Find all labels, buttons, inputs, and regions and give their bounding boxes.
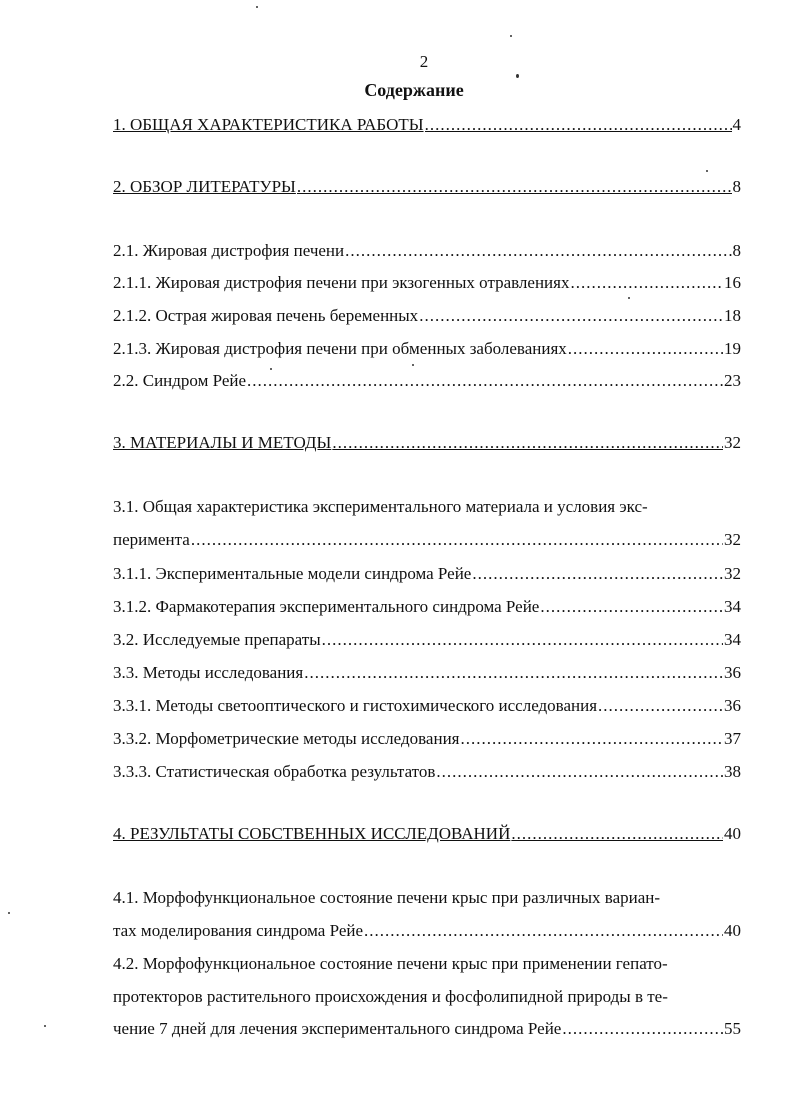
toc-entry-4-2-text-2: протекторов растительного происхождения и фосфолипидной природы в те-	[113, 987, 668, 1006]
toc-leader	[540, 596, 723, 618]
toc-entry-3-2	[113, 629, 741, 651]
toc-label: перимента	[113, 530, 190, 549]
toc-entry-3-1	[113, 529, 741, 551]
toc-page: 36	[724, 696, 741, 715]
toc-leader	[436, 761, 723, 783]
toc-entry-3-3-3	[113, 761, 741, 783]
scan-speck	[8, 912, 10, 914]
toc-page: 32	[724, 564, 741, 583]
toc-label: 3. МАТЕРИАЛЫ И МЕТОДЫ	[113, 433, 332, 452]
toc-entry-4-2-text-1: 4.2. Морфофункциональное состояние печени крыс при применении гепато-	[113, 954, 668, 973]
scan-speck	[256, 6, 258, 8]
toc-page: 19	[724, 339, 741, 358]
toc-page: 18	[724, 306, 741, 325]
toc-leader	[425, 114, 732, 136]
toc-leader	[191, 529, 723, 551]
toc-entry-2-1-1	[113, 272, 741, 294]
toc-page: 40	[724, 824, 741, 843]
toc-entry-3-3-2	[113, 728, 741, 750]
toc-page: 32	[724, 530, 741, 549]
toc-entry-4	[113, 823, 741, 845]
toc-label: 2.1.3. Жировая дистрофия печени при обменных заболеваниях	[113, 339, 567, 358]
toc-leader	[332, 432, 723, 454]
toc-leader	[460, 728, 723, 750]
toc-entry-2-1-3	[113, 338, 741, 360]
toc-leader	[304, 662, 723, 684]
toc-leader	[472, 563, 723, 585]
toc-leader	[297, 176, 732, 198]
toc-page: 55	[724, 1019, 741, 1038]
toc-label: 4. РЕЗУЛЬТАТЫ СОБСТВЕННЫХ ИССЛЕДОВАНИЙ	[113, 824, 511, 843]
toc-page: 34	[724, 597, 741, 616]
toc-entry-2-1	[113, 240, 741, 262]
toc-entry-4-1	[113, 920, 741, 942]
toc-entry-2-1-2	[113, 305, 741, 327]
page-number: 2	[419, 52, 429, 71]
scan-speck	[44, 1025, 46, 1027]
toc-entry-3-3-1	[113, 695, 741, 717]
toc-leader	[419, 305, 723, 327]
toc-leader	[364, 920, 723, 942]
toc-page: 36	[724, 663, 741, 682]
toc-label: тах моделирования синдрома Рейе	[113, 921, 364, 940]
toc-leader	[345, 240, 731, 262]
toc-label: 3.3.2. Морфометрические методы исследования	[113, 729, 460, 748]
scan-speck	[628, 297, 630, 299]
toc-label: 1. ОБЩАЯ ХАРАКТЕРИСТИКА РАБОТЫ	[113, 115, 424, 134]
toc-entry-4-1-text: 4.1. Морфофункциональное состояние печени крыс при различных вариан-	[113, 888, 661, 907]
toc-page: 34	[724, 630, 741, 649]
toc-entry-4-2	[113, 1018, 741, 1040]
toc-label: 3.3. Методы исследования	[113, 663, 304, 682]
toc-label: 3.3.1. Методы светооптического и гистохимического исследования	[113, 696, 598, 715]
toc-label: 2.1.2. Острая жировая печень беременных	[113, 306, 419, 325]
toc-entry-2	[113, 176, 741, 198]
toc-page: 40	[724, 921, 741, 940]
toc-leader	[322, 629, 723, 651]
toc-label: 2.2. Синдром Рейе	[113, 371, 247, 390]
scan-speck	[516, 74, 519, 78]
scan-speck	[510, 35, 512, 37]
toc-label: чение 7 дней для лечения экспериментального синдрома Рейе	[113, 1019, 562, 1038]
scan-speck	[412, 364, 414, 366]
toc-leader	[598, 695, 723, 717]
toc-label: 3.2. Исследуемые препараты	[113, 630, 321, 649]
toc-leader	[562, 1018, 723, 1040]
toc-page: 8	[732, 177, 741, 196]
page-title: Содержание	[364, 80, 464, 100]
scan-speck	[270, 368, 272, 370]
toc-label: 3.1.2. Фармакотерапия экспериментального синдрома Рейе	[113, 597, 540, 616]
toc-label: 3.3.3. Статистическая обработка результатов	[113, 762, 436, 781]
scan-speck	[706, 170, 708, 172]
toc-entry-2-2	[113, 370, 741, 392]
toc-leader	[568, 338, 723, 360]
toc-page: 37	[724, 729, 741, 748]
toc-page: 4	[732, 115, 741, 134]
toc-leader	[247, 370, 723, 392]
toc-entry-3-3	[113, 662, 741, 684]
toc-page: 8	[732, 241, 741, 260]
toc-page: 23	[724, 371, 741, 390]
toc-page: 16	[724, 273, 741, 292]
toc-entry-1	[113, 114, 741, 136]
toc-leader	[570, 272, 723, 294]
toc-entry-3-1-2	[113, 596, 741, 618]
toc-label: 2.1.1. Жировая дистрофия печени при экзогенных отравлениях	[113, 273, 570, 292]
toc-page: 38	[724, 762, 741, 781]
toc-leader	[511, 823, 723, 845]
toc-entry-3-1-text: 3.1. Общая характеристика экспериментального материала и условия экс-	[113, 497, 648, 516]
toc-entry-3-1-1	[113, 563, 741, 585]
toc-label: 2. ОБЗОР ЛИТЕРАТУРЫ	[113, 177, 296, 196]
toc-label: 3.1.1. Экспериментальные модели синдрома Рейе	[113, 564, 472, 583]
toc-page: 32	[724, 433, 741, 452]
toc-label: 2.1. Жировая дистрофия печени	[113, 241, 345, 260]
toc-entry-3	[113, 432, 741, 454]
